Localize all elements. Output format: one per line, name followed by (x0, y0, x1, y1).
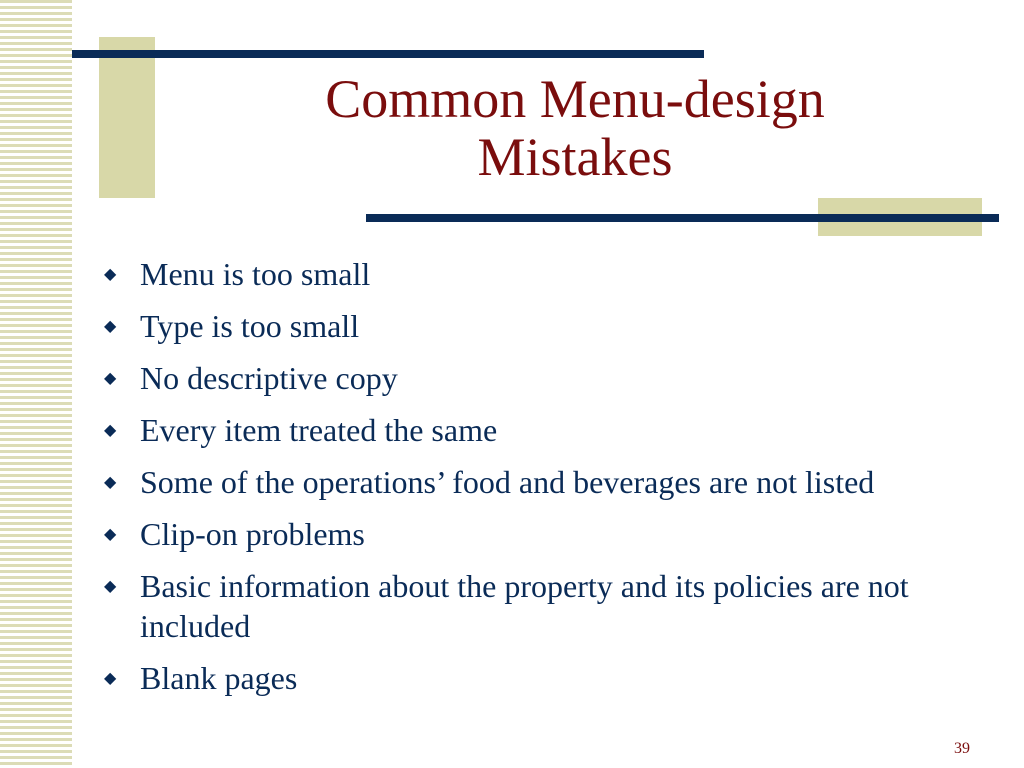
diamond-bullet-icon: ◆ (104, 264, 117, 283)
bullet-text: Blank pages (140, 660, 298, 696)
diamond-bullet-icon: ◆ (104, 368, 117, 387)
bullet-text: Every item treated the same (140, 412, 498, 448)
slide-title (160, 70, 990, 186)
bullet-item (104, 658, 984, 698)
diamond-bullet-icon: ◆ (104, 524, 117, 543)
bullet-text: Some of the operations’ food and beverages are not listed (140, 464, 875, 500)
bullet-item (104, 358, 984, 398)
bullet-item (104, 410, 984, 450)
bullet-list (104, 254, 984, 710)
diamond-bullet-icon: ◆ (104, 576, 117, 595)
bullet-text: Clip-on problems (140, 516, 365, 552)
bullet-item (104, 514, 984, 554)
diamond-bullet-icon: ◆ (104, 472, 117, 491)
bullet-text: Type is too small (140, 308, 360, 344)
diamond-bullet-icon: ◆ (104, 420, 117, 439)
slide-title-line-2: Mistakes (477, 127, 673, 187)
title-accent-block-left (99, 37, 155, 198)
bullet-item (104, 306, 984, 346)
title-rule-top (72, 50, 704, 58)
bullet-text: Basic information about the property and its policies are not included (140, 568, 909, 644)
diamond-bullet-icon: ◆ (104, 316, 117, 335)
bullet-item (104, 566, 984, 646)
diamond-bullet-icon: ◆ (104, 668, 117, 687)
slide-title-line-1: Common Menu-design (325, 69, 825, 129)
bullet-item (104, 462, 984, 502)
title-rule-bottom (366, 214, 999, 222)
bullet-item (104, 254, 984, 294)
page-number: 39 (954, 740, 970, 757)
left-striped-border (0, 0, 72, 768)
bullet-text: Menu is too small (140, 256, 371, 292)
bullet-text: No descriptive copy (140, 360, 398, 396)
